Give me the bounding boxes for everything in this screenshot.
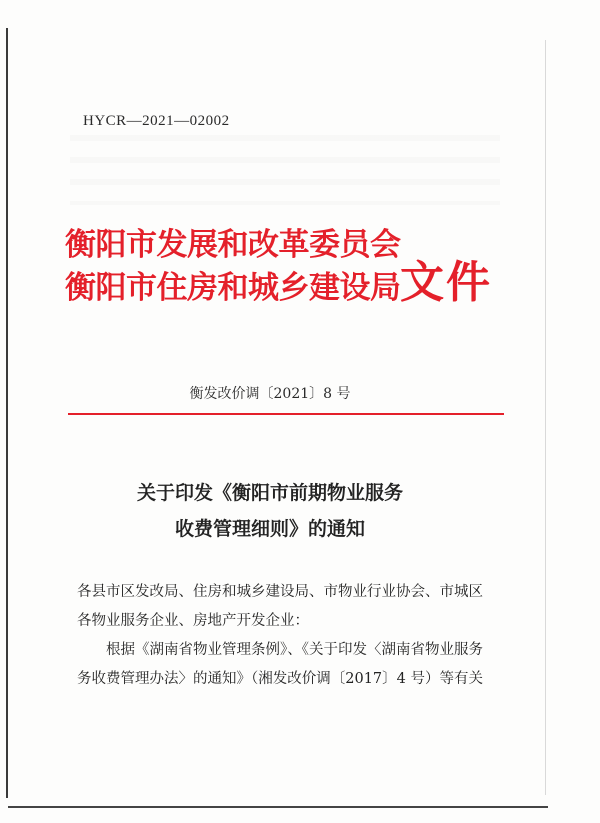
notice-title <box>0 475 540 547</box>
red-divider-line <box>68 413 504 415</box>
notice-body <box>77 578 507 694</box>
bleed-through-ghost <box>70 135 500 205</box>
document-number: 衡发改价调〔2021〕8 号 <box>189 386 351 402</box>
document-type-label: 文件 <box>400 257 492 308</box>
paragraph-1-line-2: 务收费管理办法〉的通知》（湘发改价调〔2017〕4 号）等有关 <box>77 671 483 687</box>
paragraph-1-line-1: 根据《湖南省物业管理条例》、《关于印发〈湖南省物业服务 <box>106 642 483 658</box>
issuing-organizations <box>65 224 401 310</box>
addressee-line-2: 各物业服务企业、房地产开发企业： <box>77 613 309 629</box>
scan-edge-bottom <box>8 806 548 808</box>
scan-edge-right <box>545 40 546 795</box>
title-line-1: 关于印发《衡阳市前期物业服务 <box>136 482 403 504</box>
organization-line-1: 衡阳市发展和改革委员会 <box>65 227 401 263</box>
addressee-line-1: 各县市区发改局、住房和城乡建设局、市物业行业协会、市城区 <box>77 584 483 600</box>
scan-edge-left <box>6 28 8 798</box>
title-line-2: 收费管理细则》的通知 <box>174 518 365 540</box>
organization-line-2: 衡阳市住房和城乡建设局 <box>65 270 401 306</box>
document-code: HYCR—2021—02002 <box>83 113 230 129</box>
